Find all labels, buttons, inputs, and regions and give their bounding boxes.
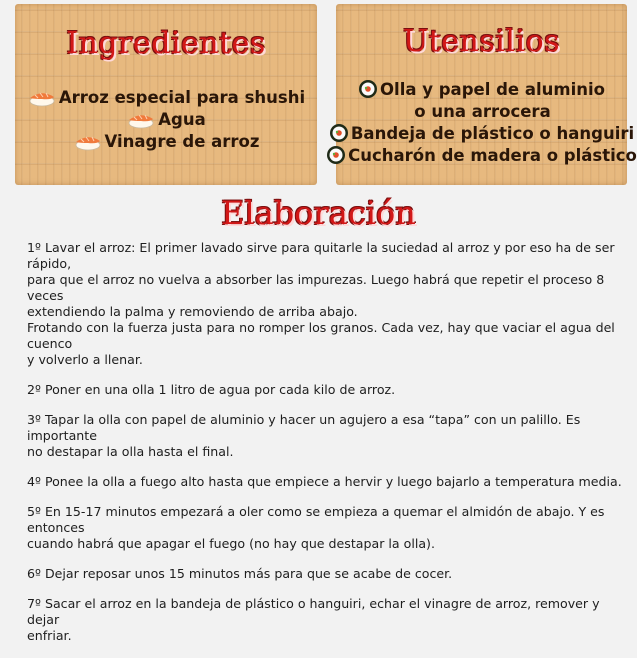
maki-sushi-icon	[329, 123, 349, 143]
step-1: 1º Lavar el arroz: El primer lavado sirve para quitarle la suciedad al arroz y por eso ha de ser rápido, para que el arroz no vuelva a absorber las impurezas. Luego habrá que repetir el proceso 8 veces extendiendo la palma y removiendo de arriba abajo. Frotando con la fuerza justa para no romper los granos. Cada vez, hay que vaciar el agua del cuenco y volverlo a llenar.	[27, 240, 615, 367]
ingredients-list	[15, 86, 317, 152]
utensil-label: o una arrocera	[414, 101, 551, 121]
maki-sushi-icon	[326, 145, 346, 165]
ingredient-label: Agua	[158, 109, 206, 129]
nigiri-sushi-icon	[126, 109, 156, 129]
step-6: 6º Dejar reposar unos 15 minutos más para que se acabe de cocer.	[27, 566, 453, 581]
ingredient-label: Arroz especial para shushi	[58, 87, 306, 107]
ingredients-title: Ingredientes	[66, 26, 266, 61]
step-4: 4º Ponee la olla a fuego alto hasta que empiece a hervir y luego bajarlo a temperatura media.	[27, 474, 622, 489]
utensil-item	[336, 78, 627, 100]
preparation-steps	[27, 240, 627, 658]
utensil-item-continued	[336, 100, 627, 122]
utensil-label: Cucharón de madera o plástico	[348, 145, 637, 165]
utensils-title: Utensilios	[402, 24, 561, 59]
step-3: 3º Tapar la olla con papel de aluminio y hacer un agujero a esa “tapa” con un palillo. Es importante no destapar la olla hasta el final.	[27, 412, 581, 459]
step-7: 7º Sacar el arroz en la bandeja de plástico o hanguiri, echar el vinagre de arroz, remover y dejar enfriar.	[27, 596, 600, 643]
ingredients-panel	[15, 4, 317, 185]
preparation-title: Elaboración	[221, 194, 416, 232]
utensils-list	[336, 78, 637, 166]
utensil-label: Bandeja de plástico o hanguiri	[350, 123, 635, 143]
step-5: 5º En 15-17 minutos empezará a oler como se empieza a quemar el almidón de abajo. Y es entonces cuando habrá que apagar el fuego (no hay que destapar la olla).	[27, 504, 605, 551]
utensil-item	[336, 144, 637, 166]
nigiri-sushi-icon	[27, 87, 57, 107]
utensil-item	[336, 122, 635, 144]
ingredient-item	[15, 130, 317, 152]
utensil-label: Olla y papel de aluminio	[380, 79, 605, 99]
ingredient-item	[15, 108, 317, 130]
ingredient-label: Vinagre de arroz	[104, 131, 260, 151]
ingredient-item	[15, 86, 317, 108]
utensils-panel	[336, 4, 637, 185]
maki-sushi-icon	[358, 79, 378, 99]
nigiri-sushi-icon	[73, 131, 103, 151]
step-2: 2º Poner en una olla 1 litro de agua por cada kilo de arroz.	[27, 382, 396, 397]
